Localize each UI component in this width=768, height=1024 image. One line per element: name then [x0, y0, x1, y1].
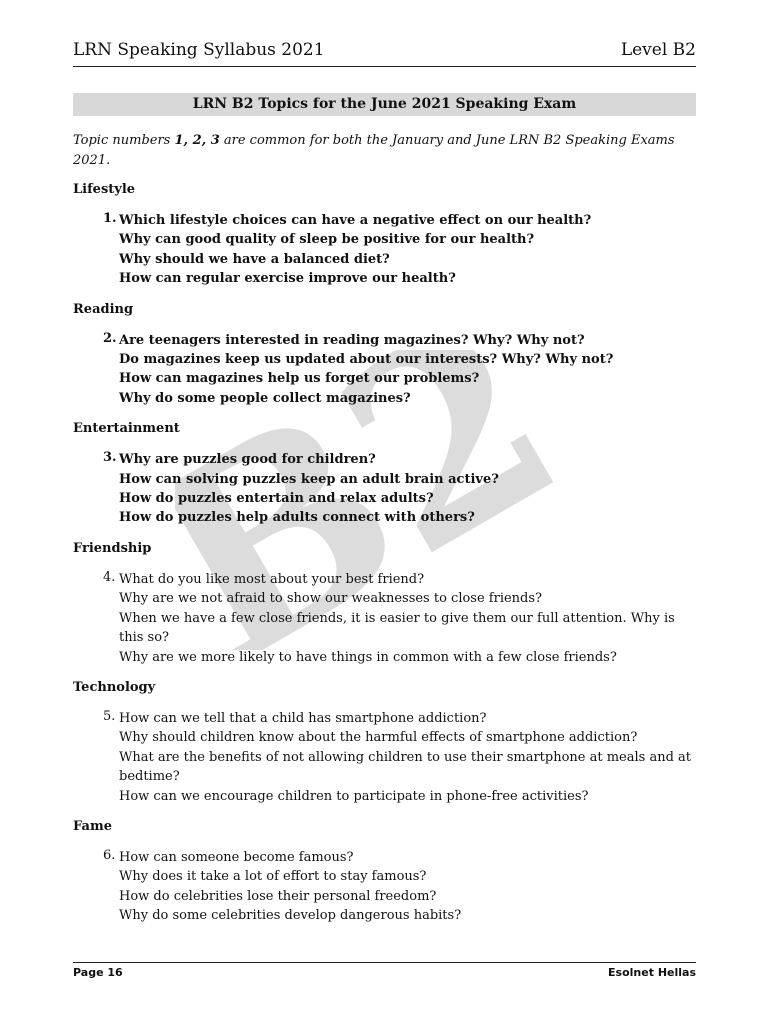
section-title: Reading — [73, 301, 134, 317]
question-line: How can we tell that a child has smartphone addiction? — [119, 710, 487, 726]
question-line: Why are we not afraid to show our weaknesses to close friends? — [119, 591, 543, 607]
question-line: How can magazines help us forget our problems? — [119, 371, 480, 387]
question-line: Why are puzzles good for children? — [119, 452, 376, 468]
question-line: Why do some people collect magazines? — [119, 390, 411, 406]
page-footer — [73, 962, 696, 979]
intro-pre: Topic numbers — [73, 133, 175, 148]
section-title: Fame — [73, 818, 112, 834]
question-line: How do puzzles help adults connect with others? — [119, 510, 475, 526]
list-item — [73, 848, 696, 926]
topic-number: 4. — [103, 569, 116, 585]
question-line: How do puzzles entertain and relax adults? — [119, 491, 434, 507]
list-item — [73, 211, 696, 289]
question-line: When we have a few close friends, it is easier to give them our full attention. Why is this so? — [119, 610, 675, 646]
list-item — [73, 450, 696, 528]
question-line: How can we encourage children to participate in phone-free activities? — [119, 788, 589, 804]
section-title: Friendship — [73, 540, 152, 556]
question-line: Why should children know about the harmful effects of smartphone addiction? — [119, 730, 638, 746]
topic-number: 6. — [103, 847, 116, 863]
topic-section — [73, 180, 696, 289]
question-line: How can someone become famous? — [119, 849, 354, 865]
topic-section — [73, 678, 696, 806]
question-line: Why does it take a lot of effort to stay famous? — [119, 869, 427, 885]
header-title: LRN Speaking Syllabus 2021 — [73, 40, 325, 60]
question-line: Why can good quality of sleep be positive for our health? — [119, 232, 535, 248]
question-line: How do celebrities lose their personal freedom? — [119, 888, 437, 904]
intro-text — [73, 131, 696, 171]
list-item — [73, 570, 696, 667]
topic-section — [73, 419, 696, 528]
intro-topic-numbers: 1, 2, 3 — [174, 133, 220, 148]
question-line: Which lifestyle choices can have a negative effect on our health? — [119, 213, 592, 228]
page-number: Page 16 — [73, 966, 123, 979]
intro-post: are common for both the January and June LRN B2 Speaking Exams 2021. — [73, 133, 675, 168]
question-line: Do magazines keep us updated about our interests? Why? Why not? — [119, 352, 614, 368]
topic-number: 3. — [103, 450, 117, 466]
section-title: Technology — [73, 679, 156, 695]
list-item — [73, 709, 696, 806]
topic-number: 5. — [103, 708, 116, 724]
question-line: How can regular exercise improve our health? — [119, 271, 456, 287]
topic-number: 2. — [103, 330, 117, 346]
question-line: Why should we have a balanced diet? — [119, 251, 390, 267]
question-line: Why do some celebrities develop dangerous habits? — [119, 908, 462, 924]
section-title: Lifestyle — [73, 182, 136, 197]
topic-section — [73, 817, 696, 926]
topic-number: 1. — [103, 211, 117, 226]
question-line: bedtime? — [119, 769, 180, 785]
question-line: How can solving puzzles keep an adult brain active? — [119, 471, 499, 487]
page-title-banner: LRN B2 Topics for the June 2021 Speaking Exam — [73, 93, 696, 116]
question-line: What do you like most about your best friend? — [119, 571, 425, 587]
section-title: Entertainment — [73, 421, 180, 437]
question-line: Are teenagers interested in reading magazines? Why? Why not? — [119, 332, 585, 348]
publisher-name: Esolnet Hellas — [608, 966, 696, 979]
question-line: Why are we more likely to have things in common with a few close friends? — [119, 649, 617, 665]
topics-list — [73, 180, 696, 937]
svg-text:B2: B2 — [175, 350, 555, 650]
question-line: What are the benefits of not allowing children to use their smartphone at meals and at — [119, 749, 692, 765]
page-header — [73, 40, 696, 67]
topic-section — [73, 539, 696, 667]
list-item — [73, 331, 696, 409]
header-level: Level B2 — [620, 40, 696, 60]
topic-section — [73, 300, 696, 409]
